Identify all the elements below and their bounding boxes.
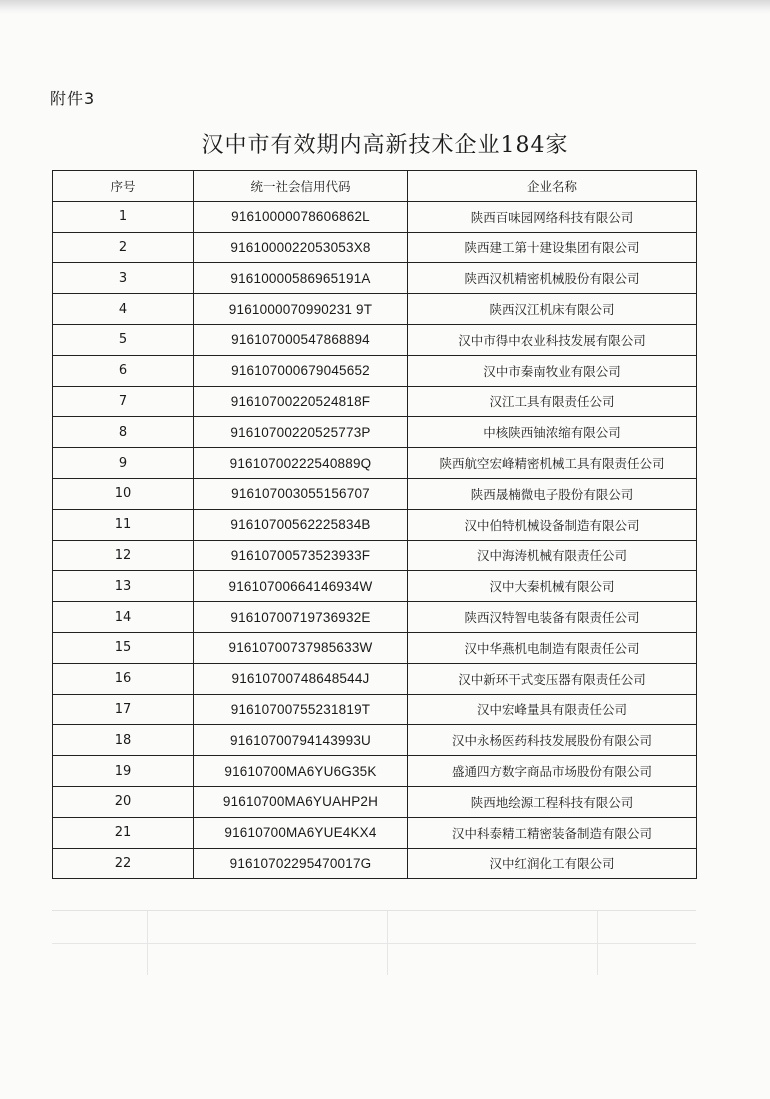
company-name-cell: 汉中大秦机械有限公司 xyxy=(408,571,697,602)
credit-code-cell: 91610700MA6YUAHP2H xyxy=(194,786,408,817)
serial-number-cell: 2 xyxy=(53,232,194,263)
table-row xyxy=(53,694,697,725)
serial-number-cell: 10 xyxy=(53,478,194,509)
serial-number-cell: 3 xyxy=(53,263,194,294)
serial-number-cell: 15 xyxy=(53,632,194,663)
table-row xyxy=(53,201,697,232)
table-row xyxy=(53,756,697,787)
table-row xyxy=(53,632,697,663)
credit-code-cell: 9161000022053053X8 xyxy=(194,232,408,263)
serial-number-cell: 12 xyxy=(53,540,194,571)
credit-code-cell: 91610700222540889Q xyxy=(194,448,408,479)
credit-code-cell: 91610700220524818F xyxy=(194,386,408,417)
table-row xyxy=(53,571,697,602)
attachment-label: 附件3 xyxy=(50,89,96,108)
company-name-cell: 汉中宏峰量具有限责任公司 xyxy=(408,694,697,725)
credit-code-cell: 91610700573523933F xyxy=(194,540,408,571)
credit-code-cell: 91610700719736932E xyxy=(194,602,408,633)
serial-number-cell: 5 xyxy=(53,324,194,355)
company-name-cell: 汉中海涛机械有限责任公司 xyxy=(408,540,697,571)
serial-number-cell: 20 xyxy=(53,786,194,817)
credit-code-cell: 91610700562225834B xyxy=(194,509,408,540)
table-row xyxy=(53,786,697,817)
serial-number-cell: 19 xyxy=(53,756,194,787)
credit-code-cell: 91610000078606862L xyxy=(194,201,408,232)
company-name-cell: 汉中华燕机电制造有限责任公司 xyxy=(408,632,697,663)
table-row xyxy=(53,509,697,540)
table-row xyxy=(53,817,697,848)
show-through-ghost-lines xyxy=(52,910,696,975)
serial-number-cell: 17 xyxy=(53,694,194,725)
company-name-cell: 汉中伯特机械设备制造有限公司 xyxy=(408,509,697,540)
serial-number-cell: 9 xyxy=(53,448,194,479)
credit-code-cell: 91610700MA6YU6G35K xyxy=(194,756,408,787)
company-name-cell: 盛通四方数字商品市场股份有限公司 xyxy=(408,756,697,787)
table-row xyxy=(53,448,697,479)
serial-number-cell: 21 xyxy=(53,817,194,848)
company-name-cell: 汉中市得中农业科技发展有限公司 xyxy=(408,324,697,355)
credit-code-cell: 916107003055156707 xyxy=(194,478,408,509)
table-row xyxy=(53,663,697,694)
company-name-cell: 汉中科泰精工精密装备制造有限公司 xyxy=(408,817,697,848)
company-name-cell: 汉中市秦南牧业有限公司 xyxy=(408,355,697,386)
table-row xyxy=(53,725,697,756)
serial-number-cell: 16 xyxy=(53,663,194,694)
company-name-cell: 陕西汉江机床有限公司 xyxy=(408,294,697,325)
table-row xyxy=(53,294,697,325)
company-name-cell: 汉中新环干式变压器有限责任公司 xyxy=(408,663,697,694)
credit-code-cell: 916107000679045652 xyxy=(194,355,408,386)
credit-code-cell: 91610702295470017G xyxy=(194,848,408,879)
credit-code-cell: 9161000070990231 9T xyxy=(194,294,408,325)
serial-number-cell: 22 xyxy=(53,848,194,879)
credit-code-cell: 91610700794143993U xyxy=(194,725,408,756)
table-row xyxy=(53,540,697,571)
company-name-cell: 陕西汉机精密机械股份有限公司 xyxy=(408,263,697,294)
table-row xyxy=(53,602,697,633)
table-row xyxy=(53,232,697,263)
credit-code-cell: 91610700755231819T xyxy=(194,694,408,725)
table-row xyxy=(53,263,697,294)
serial-number-cell: 18 xyxy=(53,725,194,756)
company-name-cell: 陕西汉特智电装备有限责任公司 xyxy=(408,602,697,633)
company-name-cell: 陕西航空宏峰精密机械工具有限责任公司 xyxy=(408,448,697,479)
credit-code-cell: 91610700664146934W xyxy=(194,571,408,602)
company-name-cell: 陕西晟楠微电子股份有限公司 xyxy=(408,478,697,509)
header-serial-number: 序号 xyxy=(53,171,194,202)
scan-top-edge xyxy=(0,0,770,14)
table-row xyxy=(53,355,697,386)
company-name-cell: 中核陕西铀浓缩有限公司 xyxy=(408,417,697,448)
company-name-cell: 陕西地绘源工程科技有限公司 xyxy=(408,786,697,817)
credit-code-cell: 91610700737985633W xyxy=(194,632,408,663)
company-name-cell: 陕西建工第十建设集团有限公司 xyxy=(408,232,697,263)
table-row xyxy=(53,386,697,417)
serial-number-cell: 8 xyxy=(53,417,194,448)
company-name-cell: 汉江工具有限责任公司 xyxy=(408,386,697,417)
credit-code-cell: 91610700220525773P xyxy=(194,417,408,448)
page-title: 汉中市有效期内高新技术企业184家 xyxy=(201,133,569,158)
serial-number-cell: 4 xyxy=(53,294,194,325)
table-row xyxy=(53,848,697,879)
credit-code-cell: 916107000547868894 xyxy=(194,324,408,355)
table-header-row xyxy=(53,171,697,202)
header-credit-code: 统一社会信用代码 xyxy=(194,171,408,202)
serial-number-cell: 11 xyxy=(53,509,194,540)
serial-number-cell: 7 xyxy=(53,386,194,417)
serial-number-cell: 14 xyxy=(53,602,194,633)
table-row xyxy=(53,324,697,355)
serial-number-cell: 13 xyxy=(53,571,194,602)
company-name-cell: 陕西百味园网络科技有限公司 xyxy=(408,201,697,232)
company-name-cell: 汉中永杨医药科技发展股份有限公司 xyxy=(408,725,697,756)
credit-code-cell: 91610700MA6YUE4KX4 xyxy=(194,817,408,848)
table-row xyxy=(53,417,697,448)
credit-code-cell: 91610700748648544J xyxy=(194,663,408,694)
table-row xyxy=(53,478,697,509)
header-company-name: 企业名称 xyxy=(408,171,697,202)
serial-number-cell: 1 xyxy=(53,201,194,232)
serial-number-cell: 6 xyxy=(53,355,194,386)
company-name-cell: 汉中红润化工有限公司 xyxy=(408,848,697,879)
enterprise-table xyxy=(52,170,697,879)
credit-code-cell: 91610000586965191A xyxy=(194,263,408,294)
